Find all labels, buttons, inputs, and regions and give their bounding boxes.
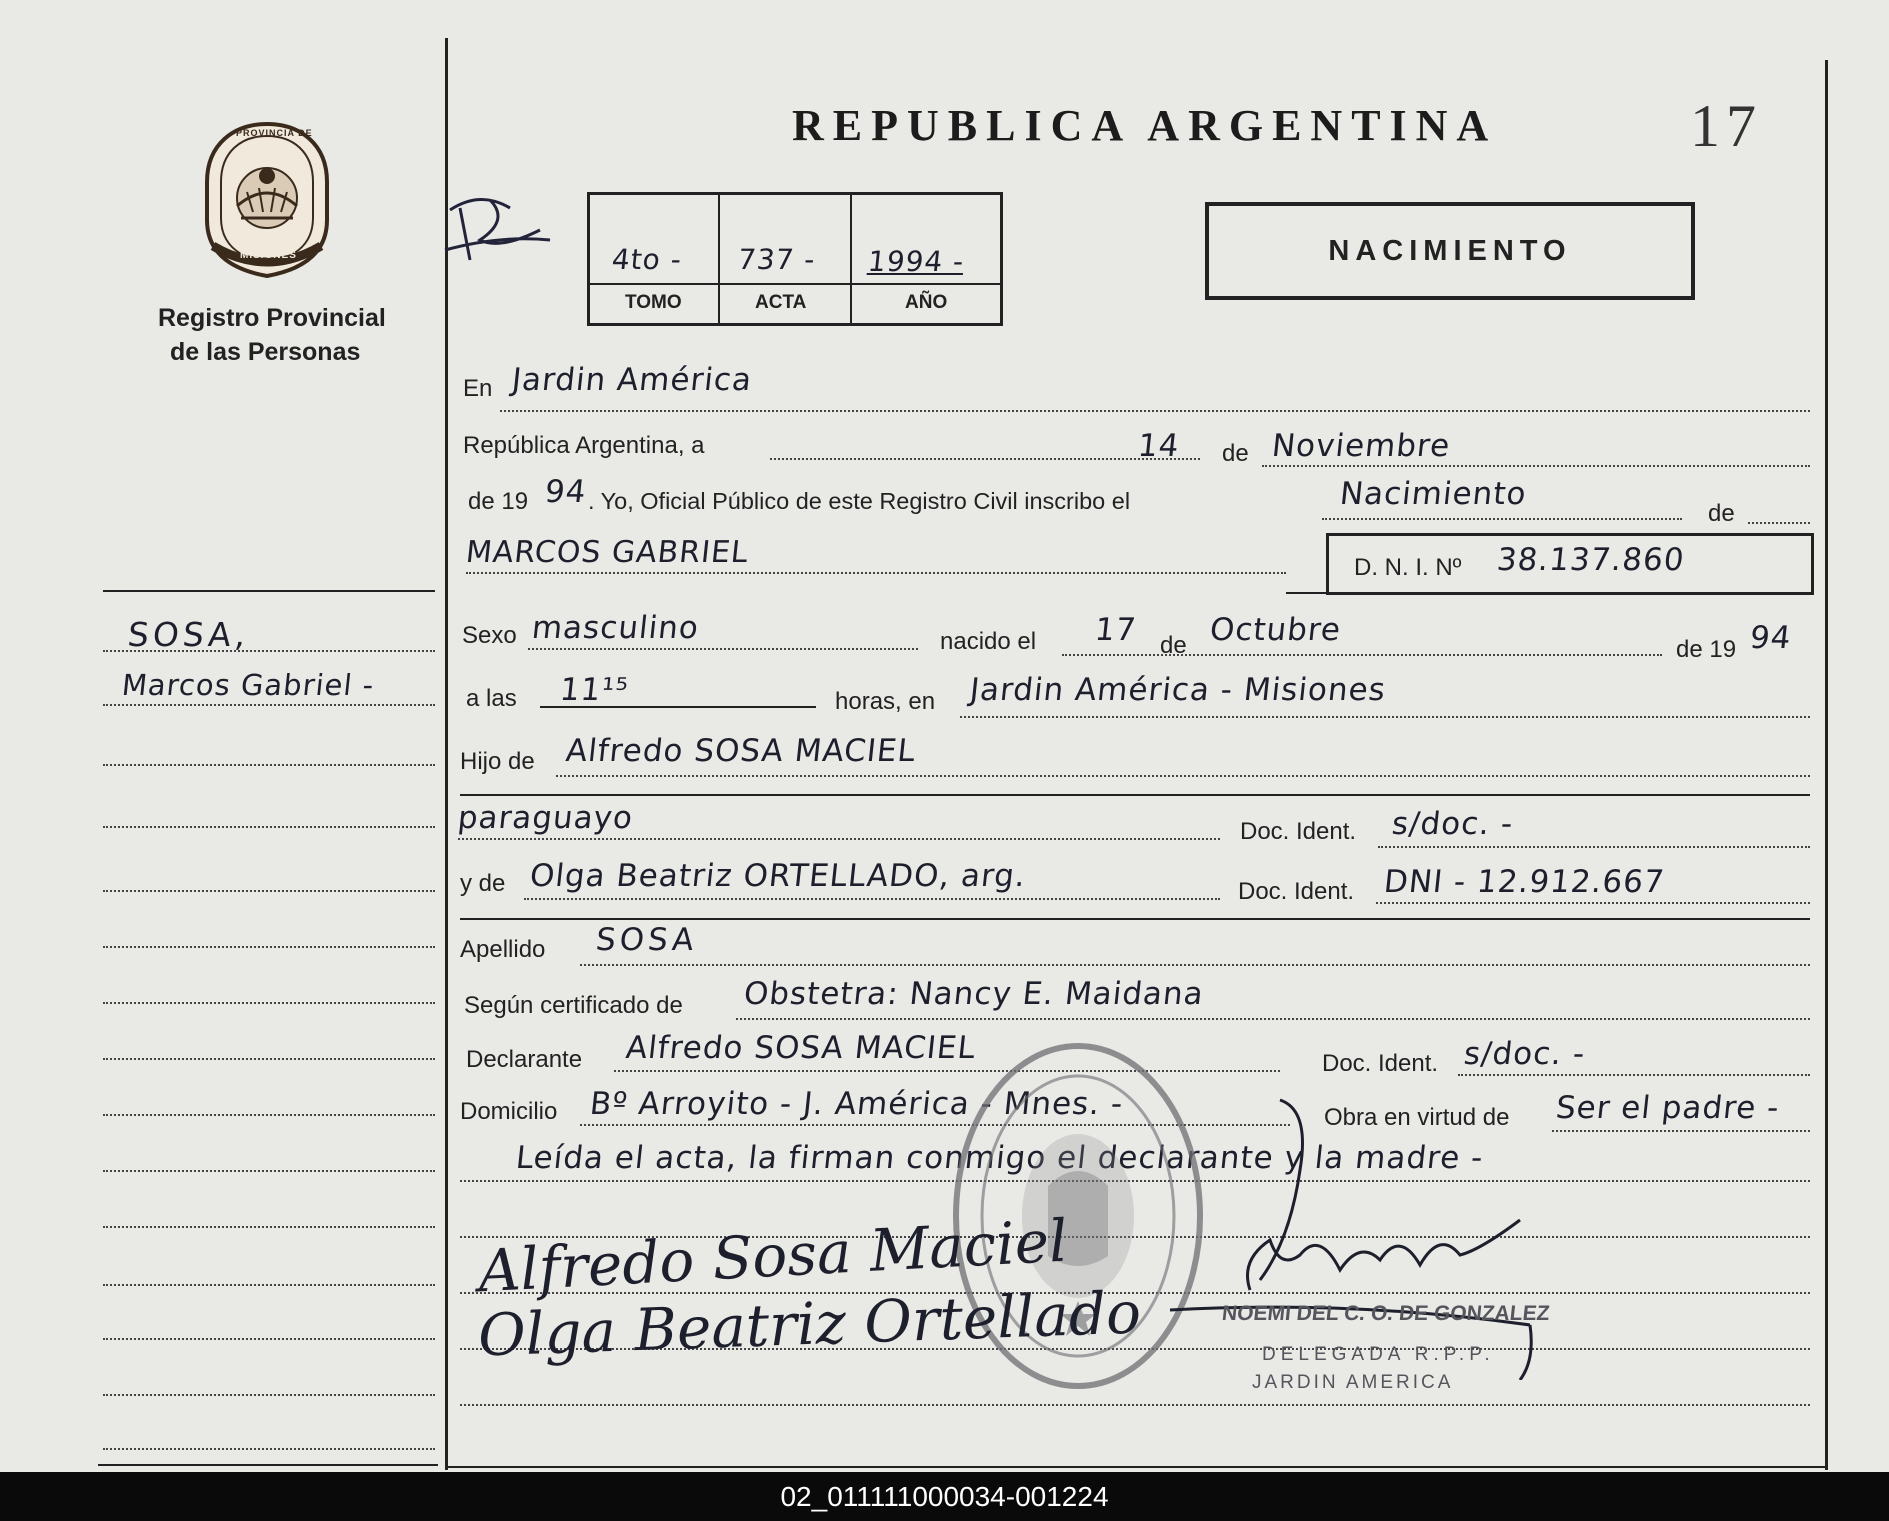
seal-bottom-text: MISIONES: [240, 250, 297, 261]
page-title: REPUBLICA ARGENTINA: [792, 101, 1498, 150]
name-line: [466, 572, 1286, 574]
dni-label: D. N. I. Nº: [1354, 554, 1462, 581]
oficial-text: . Yo, Oficial Público de este Registro Civil inscribo el: [588, 488, 1131, 514]
mother-value: Olga Beatriz ORTELLADO, arg.: [528, 858, 1028, 894]
day-value: 14: [1136, 428, 1182, 464]
declarante-doc-line: [1458, 1074, 1810, 1076]
margin-line: [103, 1058, 435, 1060]
domicilio-label: Domicilio: [460, 1098, 558, 1125]
de-label-2: de: [1708, 500, 1735, 527]
segun-line: [736, 1018, 1810, 1020]
margin-line: [103, 1226, 435, 1228]
margin-line: [103, 1284, 435, 1286]
birth-year-prefix: de 19: [1676, 636, 1737, 663]
margin-line: [103, 1338, 435, 1340]
initials-scribble: [440, 180, 560, 270]
year-value: 94: [543, 474, 589, 510]
en-value: Jardin América: [510, 362, 754, 398]
blank-line: [460, 1404, 1810, 1406]
segun-label: Según certificado de: [464, 992, 683, 1019]
father-nationality: paraguayo: [456, 800, 635, 836]
obra-value: Ser el padre -: [1554, 1090, 1782, 1126]
apellido-line: [580, 964, 1810, 966]
birth-day: 17: [1093, 612, 1139, 648]
obra-label: Obra en virtud de: [1324, 1104, 1510, 1131]
image-code-footer: 02_011111000034-001224: [0, 1472, 1889, 1521]
sexo-value: masculino: [530, 610, 701, 646]
birth-month: Octubre: [1208, 612, 1343, 648]
apellido-value: SOSA: [594, 922, 700, 958]
year-prefix: de 19: [468, 488, 529, 515]
birth-line: [1062, 654, 1662, 656]
father-doc-label: Doc. Ident.: [1240, 818, 1357, 845]
de-line-2: [1748, 522, 1810, 524]
declarante-value: Alfredo SOSA MACIEL: [624, 1030, 978, 1066]
left-bottom-rule: [98, 1464, 438, 1466]
alas-label: a las: [466, 685, 517, 712]
mother-doc-line: [1376, 902, 1810, 904]
nacimiento-box: [1205, 202, 1695, 300]
official-place-stamp: JARDIN AMERICA: [1252, 1372, 1454, 1393]
mother-line: [524, 898, 1220, 900]
father-doc: s/doc. -: [1390, 806, 1516, 842]
closing-text: Leída el acta, la firman conmigo el declarante y la madre -: [514, 1140, 1486, 1176]
right-page-border: [1825, 60, 1828, 1470]
margin-line: [103, 1002, 435, 1004]
nationality-line: [458, 838, 1220, 840]
nacido-label: nacido el: [940, 628, 1037, 655]
en-line: [500, 410, 1810, 412]
declarante-label: Declarante: [466, 1046, 583, 1073]
margin-names: Marcos Gabriel -: [120, 668, 377, 702]
margin-line: [103, 890, 435, 892]
hijo-label: Hijo de: [460, 748, 535, 775]
declarante-doc: s/doc. -: [1462, 1036, 1588, 1072]
inscribo-line: [1322, 518, 1682, 520]
republica-label: República Argentina, a: [463, 432, 705, 459]
nacimiento-label: NACIMIENTO: [1328, 234, 1572, 267]
hour-line: [540, 706, 816, 708]
de-label: de: [1222, 440, 1249, 467]
margin-line: [103, 1448, 435, 1450]
mother-doc: DNI - 12.912.667: [1382, 864, 1667, 900]
margin-line: [103, 1114, 435, 1116]
father-rule: [460, 794, 1810, 796]
apellido-label: Apellido: [460, 936, 546, 963]
mother-rule: [460, 918, 1810, 920]
father-value: Alfredo SOSA MACIEL: [564, 733, 918, 769]
father-signature: Alfredo Sosa Maciel: [476, 1206, 1070, 1306]
margin-line: [103, 1170, 435, 1172]
margin-line: [103, 826, 435, 828]
section-rule: [1286, 592, 1810, 594]
record-number-box: [587, 192, 1003, 326]
acta-label: ACTA: [755, 292, 807, 313]
dni-value: 38.137.860: [1495, 542, 1687, 578]
month-line: [1262, 465, 1810, 467]
tomo-value: 4to -: [610, 243, 684, 276]
margin-surname: SOSA,: [125, 615, 252, 654]
sexo-line: [528, 648, 918, 650]
official-signature-scribble: [1150, 1080, 1550, 1380]
margin-line: [103, 764, 435, 766]
sexo-label: Sexo: [462, 622, 517, 649]
margin-line: [103, 1394, 435, 1396]
domicilio-value: Bº Arroyito - J. América - Mnes. -: [588, 1086, 1126, 1122]
mother-signature: Olga Beatriz Ortellado: [477, 1278, 1142, 1370]
left-column-rule: [103, 590, 435, 592]
bottom-rule: [448, 1466, 1825, 1468]
margin-line: [103, 704, 435, 706]
month-value: Noviembre: [1270, 428, 1453, 464]
dni-box: [1326, 533, 1814, 595]
de-label-3: de: [1160, 632, 1187, 659]
official-title-stamp: DELEGADA R.P.P.: [1262, 1344, 1495, 1365]
mother-doc-label: Doc. Ident.: [1238, 878, 1355, 905]
horas-label: horas, en: [835, 688, 936, 715]
margin-line: [103, 946, 435, 948]
registry-name-line2: de las Personas: [170, 338, 361, 366]
obra-line: [1552, 1130, 1810, 1132]
segun-value: Obstetra: Nancy E. Maidana: [742, 976, 1206, 1012]
registry-name-line1: Registro Provincial: [158, 304, 386, 332]
margin-line: [103, 650, 435, 652]
birth-place: Jardin América - Misiones: [968, 672, 1388, 708]
yde-label: y de: [460, 870, 506, 897]
place-line: [960, 716, 1810, 718]
acta-value: 737 -: [736, 243, 818, 276]
ano-label: AÑO: [905, 292, 948, 313]
inscribo-value: Nacimiento: [1338, 476, 1529, 512]
birth-year: 94: [1748, 620, 1794, 656]
name-value: MARCOS GABRIEL: [464, 535, 751, 570]
page-number: 17: [1690, 93, 1762, 159]
father-line: [556, 775, 1810, 777]
official-name-stamp: NOEMI DEL C. O. DE GONZALEZ: [1220, 1302, 1551, 1325]
ano-value: 1994 -: [866, 245, 966, 278]
tomo-label: TOMO: [625, 292, 682, 313]
declarante-doc-label: Doc. Ident.: [1322, 1050, 1439, 1077]
en-label: En: [463, 375, 493, 402]
seal-top-text: PROVINCIA DE: [236, 128, 313, 138]
father-doc-line: [1378, 846, 1810, 848]
hour-value: 11¹⁵: [558, 672, 631, 708]
